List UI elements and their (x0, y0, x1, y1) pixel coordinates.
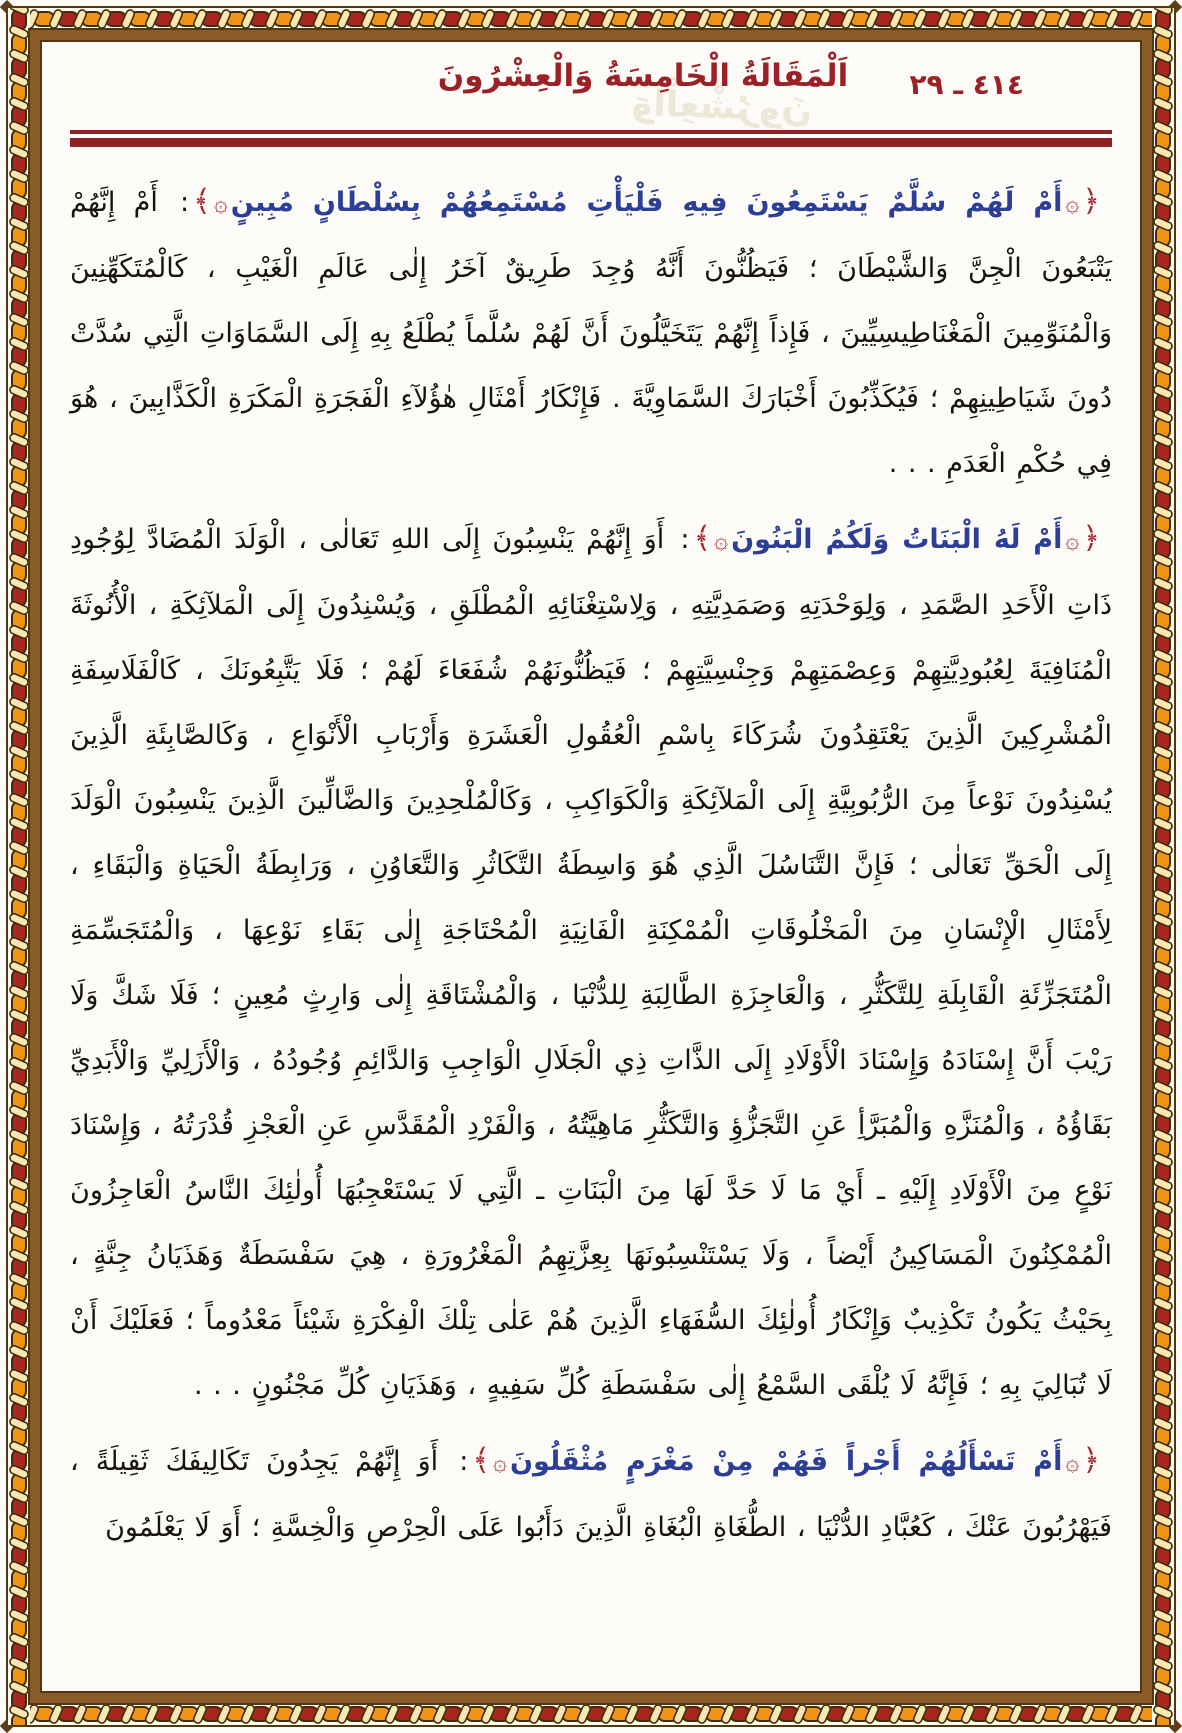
quran-verse: أَمْ لَهُمْ سُلَّمٌ يَسْتَمِعُونَ فِيهِ فَلْيَأْتِ مُسْتَمِعُهُمْ بِسُلْطَانٍ مُبِينٍ (230, 187, 1063, 218)
show-through-ghost-text: وَالْعِشْرُونَ (630, 82, 813, 131)
verse-colon: : (459, 1446, 469, 1477)
paragraph-body: أَوَ إِنَّهُمْ يَنْسِبُونَ إِلَى اللهِ تَعَالٰى ، الْوَلَدَ الْمُضَادَّ لِوُجُودِ ذَاتِ الْأَحَدِ الصَّمَدِ ، وَلِوَحْدَتِهِ وَصَمَدِيَّتِهِ ، وَلِاسْتِغْنَائِهِ الْمُطْلَقِ ، وَيُسْنِدُونَ إِلَى الْمَلآئِكَةِ ، الْأُنُوثَةَ الْمُنَافِيَةَ لِعُبُودِيَّتِهِمْ وَعِصْمَتِهِمْ وَجِنْسِيَّتِهِمْ ؛ فَيَظُنُّونَهُمْ شُفَعَاءَ لَهُمْ ؛ فَلَا يَتَّبِعُونَكَ ، كَالْفَلَاسِفَةِ الْمُشْرِكِينَ الَّذِينَ يَعْتَقِدُونَ شُرَكَاءَ بِاسْمِ الْعُقُولِ الْعَشَرَةِ وَأَرْبَابِ الْأَنْوَاعِ ، وَكَالصَّابِئَةِ الَّذِينَ يُسْنِدُونَ نَوْعاً مِنَ الرُّبُوبِيَّةِ إِلَى الْمَلآئِكَةِ وَالْكَوَاكِبِ ، وَكَالْمُلْحِدِينَ وَالضَّالِّينَ الَّذِينَ يَنْسِبُونَ الْوَلَدَ إِلَى الْحَقِّ تَعَالٰى ؛ فَإِنَّ التَّنَاسُلَ الَّذِي هُوَ وَاسِطَةُ التَّكَاثُرِ وَالتَّعَاوُنِ ، وَرَابِطَةُ الْحَيَاةِ وَالْبَقَاءِ ، لِأَمْثَالِ الْإِنْسَانِ مِنَ الْمَخْلُوقَاتِ الْمُمْكِنَةِ الْفَانِيَةِ الْمُحْتَاجَةِ إِلٰى بَقَاءِ نَوْعِهَا ، وَالْمُتَجَسِّمَةِ الْمُتَجَزِّئَةِ الْقَابِلَةِ لِلتَّكَثُّرِ ، وَالْعَاجِزَةِ الطَّالِبَةِ لِلدُّنْيَا ، وَالْمُشْتَاقَةِ إِلٰى وَارِثٍ مُعِينٍ ؛ فَلَا شَكَّ وَلَا رَيْبَ أَنَّ إِسْنَادَهُ وَإِسْنَادَ الْأَوْلَادِ إِلَى الذَّاتِ ذِي الْجَلَالِ الْوَاجِبِ وَالدَّائِمِ وُجُودُهُ ، وَالْأَزَلِيِّ وَالْأَبَدِيِّ بَقَاؤُهُ ، وَالْمُنَزَّهِ وَالْمُبَرَّأِ عَنِ التَّجَزُّؤِ وَالتَّكَثُّرِ مَاهِيَّتُهُ ، وَالْفَرْدِ الْمُقَدَّسِ عَنِ الْعَجْزِ قُدْرَتُهُ ، وَإِسْنَادَ نَوْعٍ مِنَ الْأَوْلَادِ إِلَيْهِ ـ أَيْ مَا لَا حَدَّ لَهَا مِنَ الْبَنَاتِ ـ الَّتِي لَا يَسْتَعْجِبُهَا أُولٰئِكَ النَّاسُ الْعَاجِزُونَ الْمُمْكِنُونَ الْمَسَاكِينُ أَيْضاً ، وَلَا يَسْتَنْسِبُونَهَا بِعِزَّتِهِمُ الْمَغْرُورَةِ ، هِيَ سَفْسَطَةٌ وَهَذَيَانُ جِنَّةٍ ، بِحَيْثُ يَكُونُ تَكْذِيبٌ وَإِنْكَارُ أُولٰئِكَ السُّفَهَاءِ الَّذِينَ هُمْ عَلٰى تِلْكَ الْفِكْرَةِ شَيْئاً مَعْدُوماً ؛ فَعَلَيْكَ أَنْ لَا تُبَالِيَ بِهِ ؛ فَإِنَّهُ لَا يُلْقَى السَّمْعُ إِلٰى سَفْسَطَةِ كُلِّ سَفِيهٍ ، وَهَذَيَانِ كُلِّ مَجْنُونٍ . . . (70, 524, 1112, 1401)
verse-colon: : (680, 524, 690, 555)
body-text (70, 169, 1112, 1560)
quran-close-bracket-icon: ﴾ (193, 184, 211, 219)
quran-open-bracket-icon: ﴿ (1082, 1443, 1100, 1478)
border-chain-right (1152, 8, 1174, 1725)
quran-close-bracket-icon: ﴾ (693, 521, 712, 556)
rosette-icon: ۞ (213, 189, 228, 217)
border-chain-top (8, 8, 1174, 30)
page-content (42, 42, 1140, 1691)
paragraph (70, 1428, 1112, 1560)
border-chain-bottom (8, 1703, 1174, 1725)
quran-close-bracket-icon: ﴾ (472, 1443, 490, 1478)
quran-verse: أَمْ لَهُ الْبَنَاتُ وَلَكُمُ الْبَنُونَ (731, 524, 1063, 555)
border-chain-left (8, 8, 30, 1725)
paragraph-body: أَوَ إِنَّهُمْ يَجِدُونَ تَكَالِيفَكَ ثَقِيلَةً ، فَيَهْرُبُونَ عَنْكَ ، كَعُبَّادِ الدُّنْيَا ، الطُّغَاةِ الْبُغَاةِ الَّذِينَ دَأَبُوا عَلَى الْحِرْصِ وَالْخِسَّةِ ؛ أَوَ لَا يَعْلَمُونَ (70, 1446, 1112, 1543)
rosette-icon: ۞ (492, 1448, 507, 1476)
rule-thick (70, 138, 1112, 147)
paragraph (70, 506, 1112, 1418)
rosette-icon: ۞ (714, 526, 729, 554)
verse-colon: : (180, 187, 190, 218)
rosette-icon: ۞ (1065, 189, 1080, 217)
rosette-icon: ۞ (1065, 526, 1080, 554)
rule-thin (70, 130, 1112, 134)
page-number: ٤١٤ ـ ٢٩ (909, 68, 1024, 101)
page-title: اَلْمَقَالَةُ الْخَامِسَةُ وَالْعِشْرُونَ (437, 58, 849, 94)
quran-verse: أَمْ تَسْأَلُهُمْ أَجْراً فَهُمْ مِنْ مَغْرَمٍ مُثْقَلُونَ (509, 1446, 1063, 1477)
page-header (70, 56, 1112, 131)
quran-open-bracket-icon: ﴿ (1082, 521, 1100, 556)
quran-open-bracket-icon: ﴿ (1082, 184, 1100, 219)
paragraph-body: أَمْ إِنَّهُمْ يَتْبَعُونَ الْجِنَّ وَالشَّيْطَانَ ؛ فَيَظُنُّونَ أَنَّهُ وُجِدَ طَرِيقٌ آخَرُ إِلٰى عَالَمِ الْغَيْبِ ، كَالْمُتَكَهِّنِينَ وَالْمُنَوِّمِينَ الْمَغْنَاطِيسِيِّينَ ، فَإِذاً إِنَّهُمْ يَتَخَيَّلُونَ أَنَّ لَهُمْ سُلَّماً يُطْلَعُ بِهِ إِلَى السَّمَاوَاتِ الَّتِي سُدَّتْ دُونَ شَيَاطِينِهِمْ ؛ فَيُكَذِّبُونَ أَخْبَارَكَ السَّمَاوِيَّةَ . فَإِنْكَارُ أَمْثَالِ هٰؤُلآءِ الْفَجَرَةِ الْمَكَرَةِ الْكَذَّابِينَ ، هُوَ فِي حُكْمِ الْعَدَمِ . . . (70, 187, 1112, 479)
header-double-rule (70, 130, 1112, 147)
rosette-icon: ۞ (1065, 1448, 1080, 1476)
paragraph (70, 169, 1112, 496)
